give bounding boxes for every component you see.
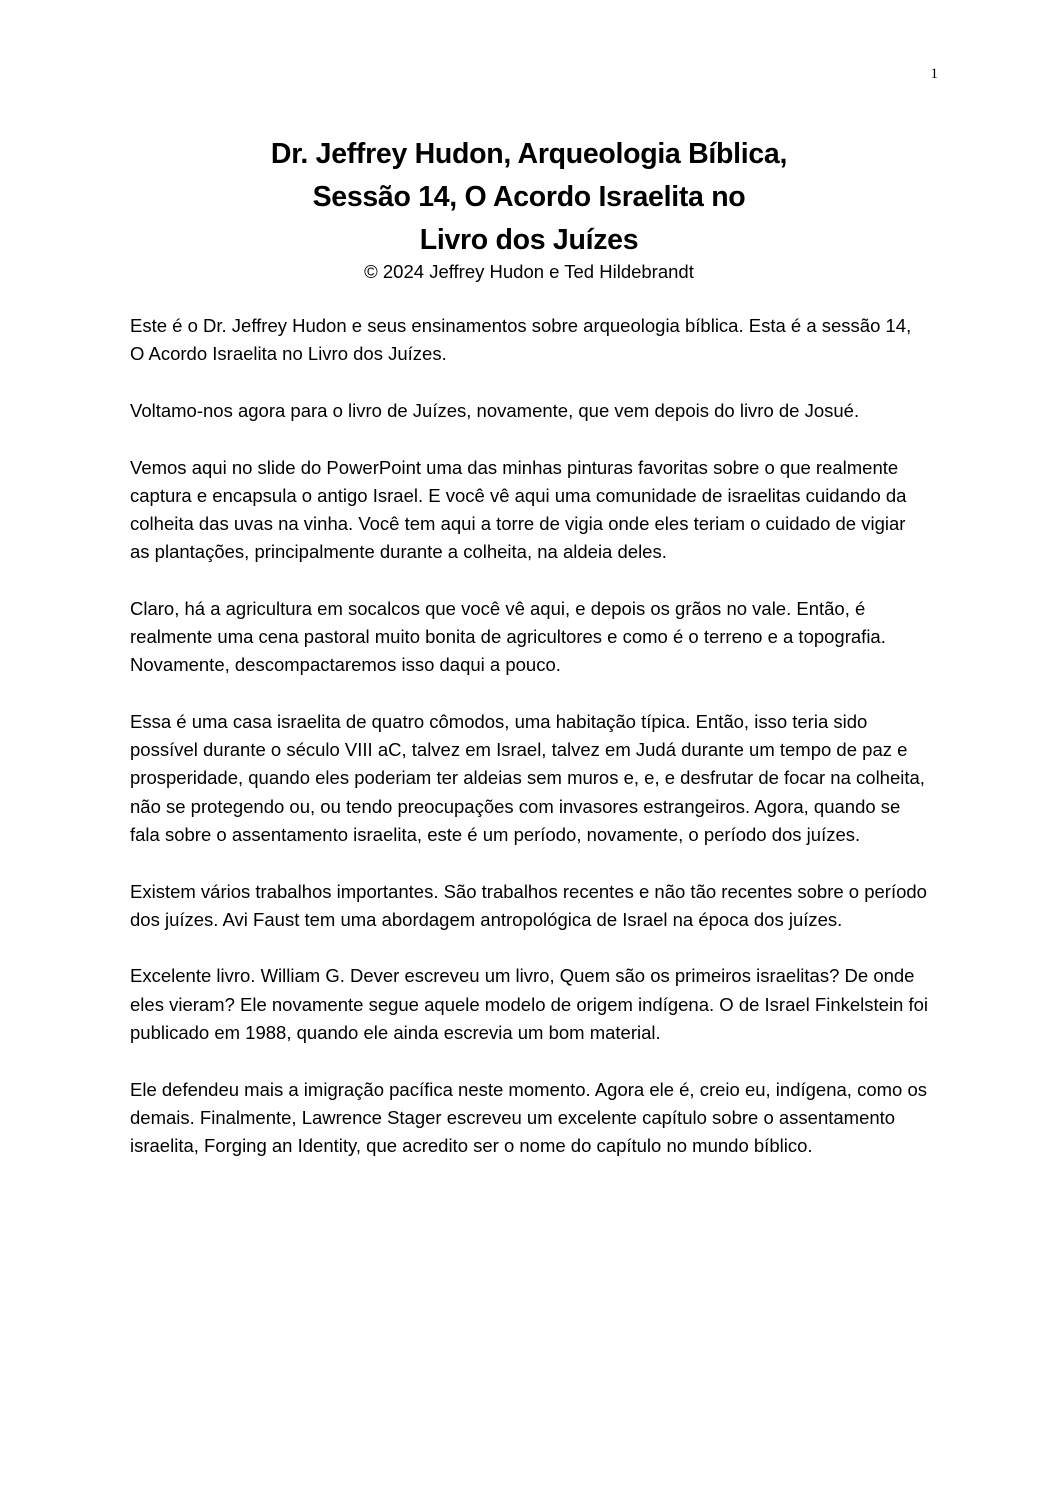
paragraph-8: Ele defendeu mais a imigração pacífica neste momento. Agora ele é, creio eu, indígena, como os demais. Finalmente, Lawrence Stager escreveu um excelente capítulo sobre o assentamento israelita, Forging an Identity, que acredito ser o nome do capítulo no mundo bíblico. bbox=[130, 1078, 927, 1156]
document-body bbox=[130, 312, 930, 1189]
page-number: 1 bbox=[930, 66, 938, 82]
paragraph-6: Existem vários trabalhos importantes. São trabalhos recentes e não tão recentes sobre o período dos juízes. Avi Faust tem uma abordagem antropológica de Israel na época dos juízes. bbox=[130, 880, 927, 930]
title-line-3: Livro dos Juízes bbox=[419, 224, 639, 256]
paragraph-4: Claro, há a agricultura em socalcos que você vê aqui, e depois os grãos no vale. Então, é realmente uma cena pastoral muito bonita de agricultores e como é o terreno e a topografia. Novamente, descompactaremos isso daqui a pouco. bbox=[130, 597, 886, 676]
paragraph-2: Voltamo-nos agora para o livro de Juízes, novamente, que vem depois do livro de Josué. bbox=[130, 399, 860, 421]
document-header bbox=[130, 133, 928, 286]
title-line-2: Sessão 14, O Acordo Israelita no bbox=[312, 181, 746, 213]
paragraph-1: Este é o Dr. Jeffrey Hudon e seus ensinamentos sobre arqueologia bíblica. Esta é a sessão 14, O Acordo Israelita no Livro dos Juízes. bbox=[130, 315, 912, 365]
paragraph-5: Essa é uma casa israelita de quatro cômodos, uma habitação típica. Então, isso teria sido possível durante o século VIII aC, talvez em Israel, talvez em Judá durante um tempo de paz e prosperidade, quando eles poderiam ter aldeias sem muros e, e, e desfrutar de focar na colheita, não se protegendo ou, ou tendo preocupações com invasores estrangeiros. Agora, quando se fala sobre o assentamento israelita, este é um período, novamente, o período dos juízes. bbox=[130, 711, 925, 845]
title-line-1: Dr. Jeffrey Hudon, Arqueologia Bíblica, bbox=[270, 138, 788, 170]
paragraph-7: Excelente livro. William G. Dever escreveu um livro, Quem são os primeiros israelitas? De onde eles vieram? Ele novamente segue aquele modelo de origem indígena. O de Israel Finkelstein foi publicado em 1988, quando ele ainda escrevia um bom material. bbox=[130, 965, 929, 1043]
copyright-notice: © 2024 Jeffrey Hudon e Ted Hildebrandt bbox=[364, 261, 694, 282]
paragraph-3: Vemos aqui no slide do PowerPoint uma das minhas pinturas favoritas sobre o que realmente captura e encapsula o antigo Israel. E você vê aqui uma comunidade de israelitas cuidando da colheita das uvas na vinha. Você tem aqui a torre de vigia onde eles teriam o cuidado de vigiar as plantações, principalmente durante a colheita, na aldeia deles. bbox=[130, 456, 907, 563]
